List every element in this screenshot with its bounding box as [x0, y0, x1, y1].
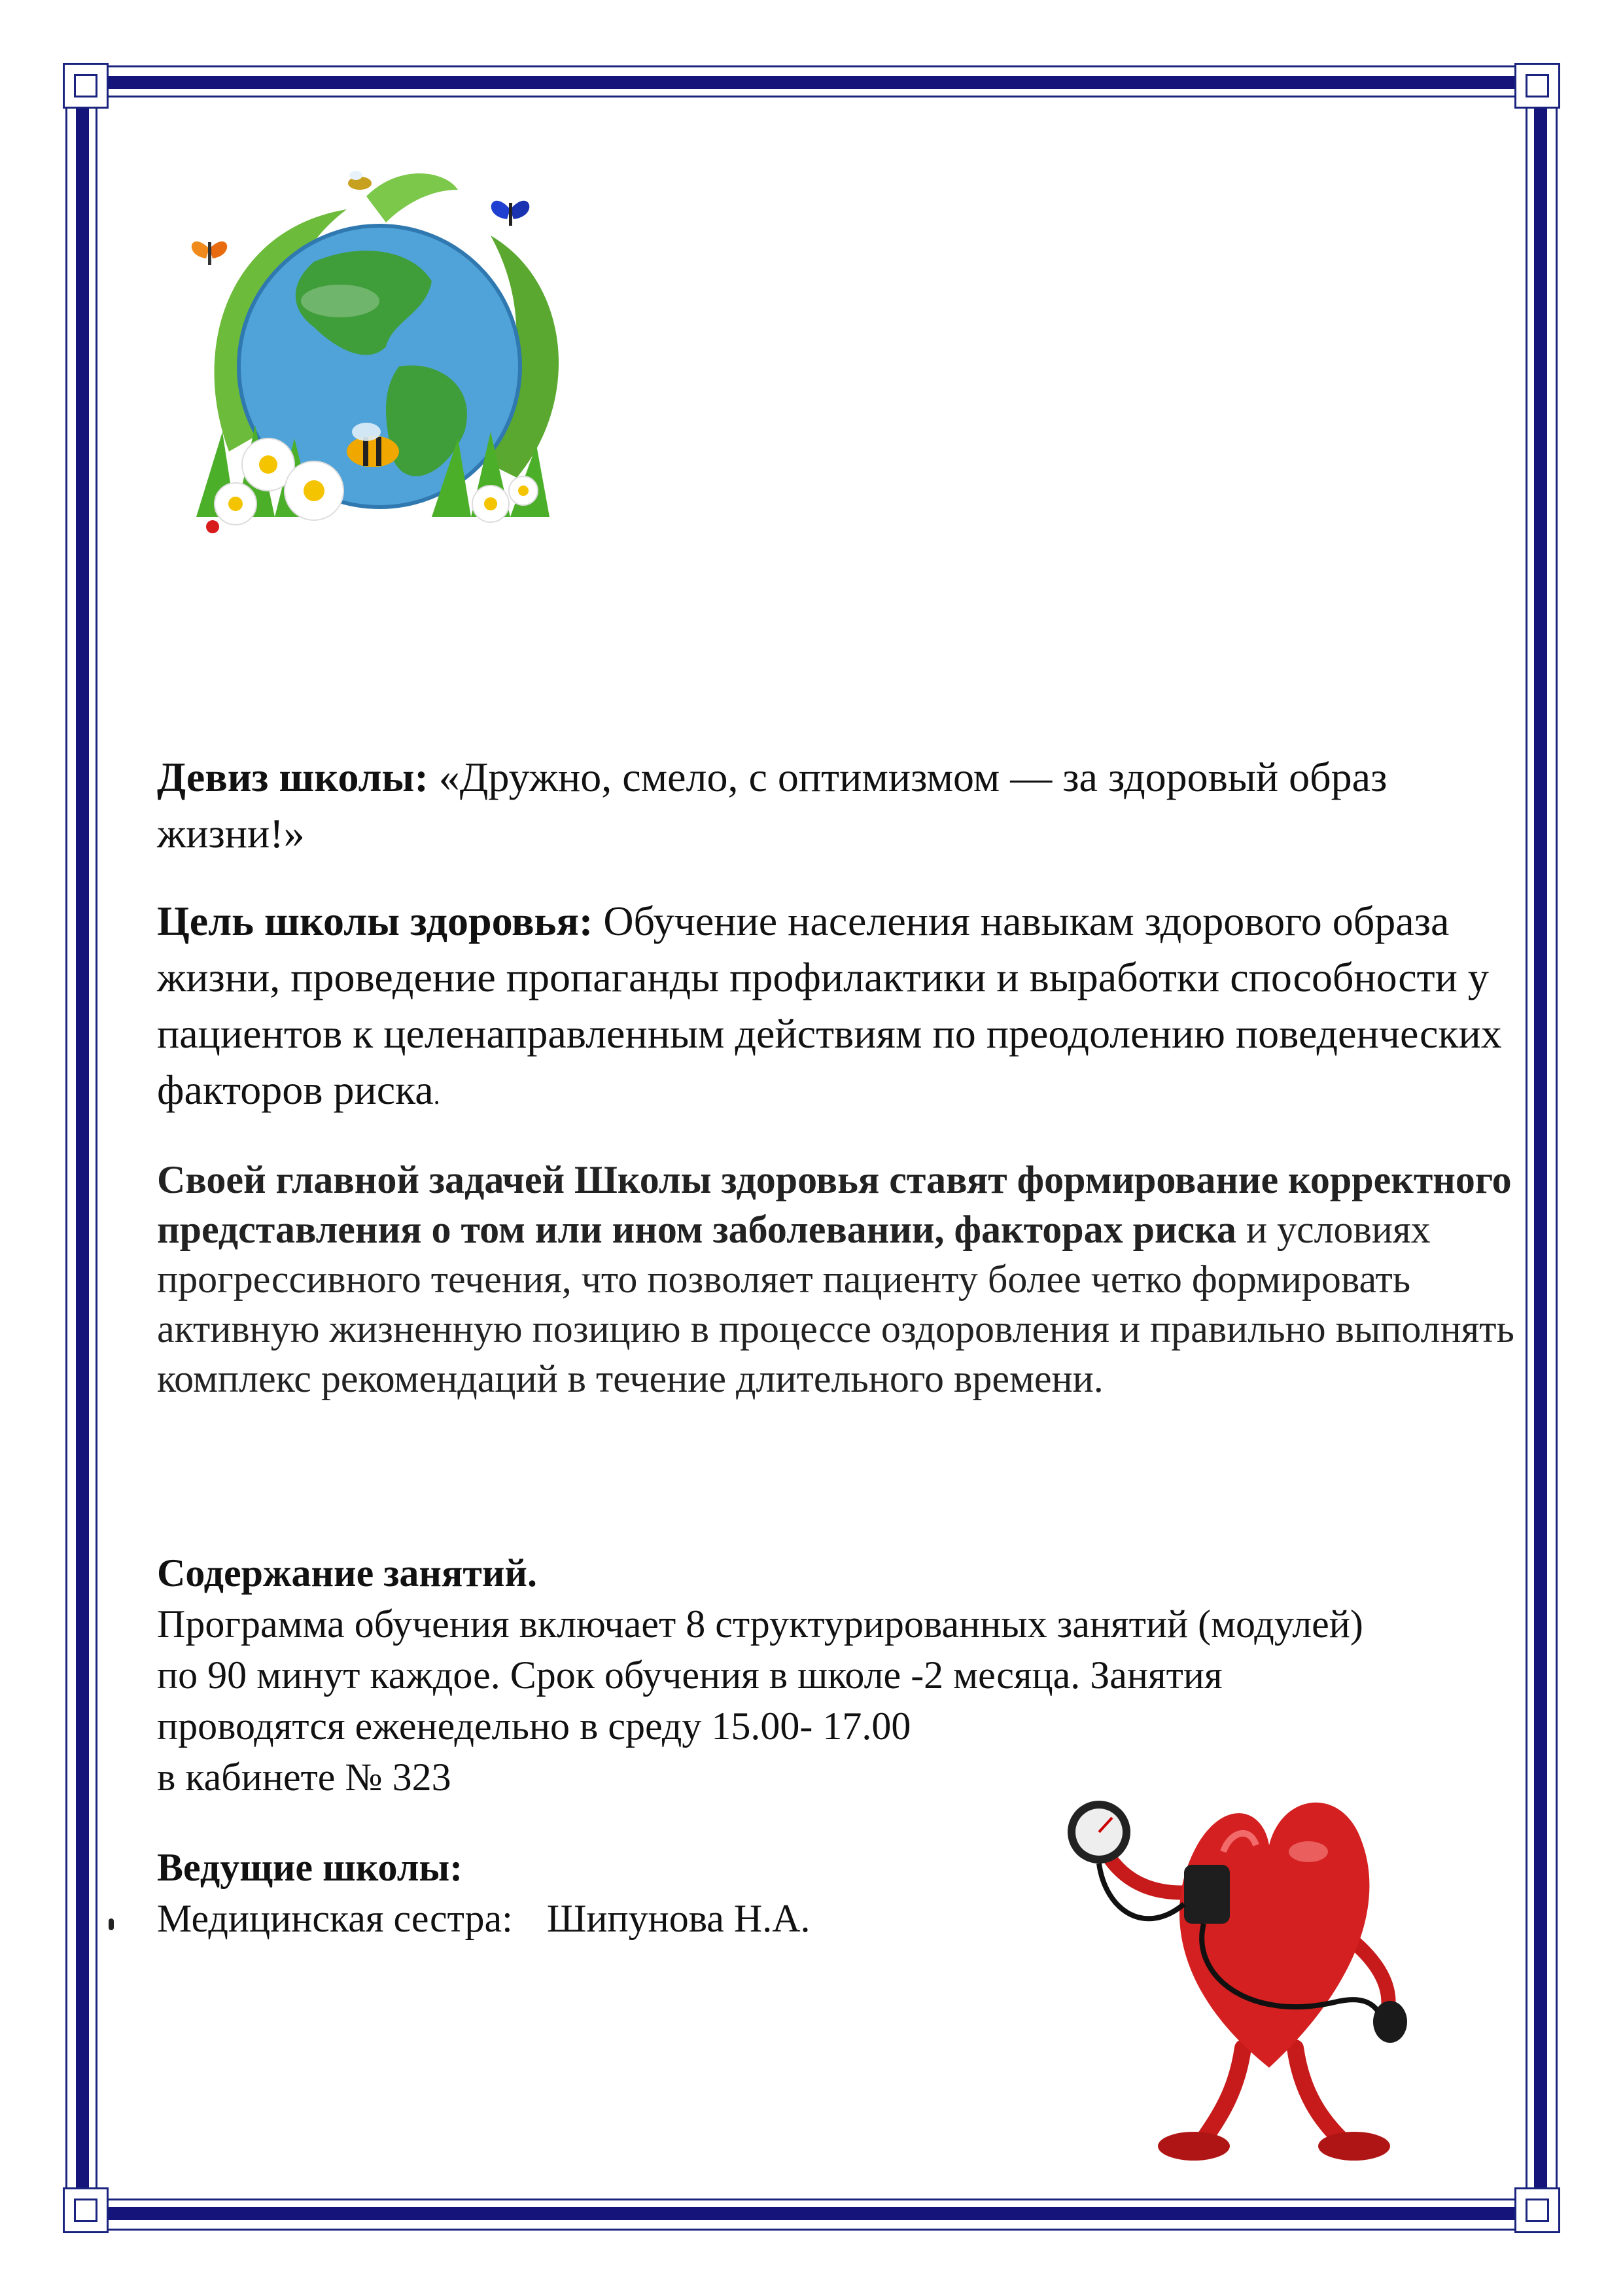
- bullet-icon: [109, 1918, 114, 1930]
- goal-dot: .: [433, 1080, 440, 1110]
- task-bold-text: Своей главной задачей Школы здоровья ставят формирование корректного представления о том или ином заболевании, факторах риска: [157, 1158, 1512, 1251]
- goal-label: Цель школы здоровья:: [157, 898, 593, 944]
- motto-label: Девиз школы:: [157, 754, 428, 800]
- content-line-1: Программа обучения включает 8 структурированных занятий (модулей): [157, 1602, 1363, 1646]
- frame-corner-bottom-right: [1514, 2187, 1560, 2233]
- task-paragraph: [157, 1155, 1518, 1404]
- content-line-4: в кабинете № 323: [157, 1756, 451, 1799]
- frame-corner-bottom-left: [63, 2187, 109, 2233]
- content-heading: Содержание занятий.: [157, 1551, 537, 1595]
- task-text: и условиях прогрессивного течения, что позволяет пациенту более четко формировать активную жизненную позицию в процессе оздоровления и правильно выполнять комплекс рекомендаций в течение длительного времени.: [157, 1208, 1514, 1400]
- frame-corner-top-left: [63, 63, 109, 109]
- leader-role: Медицинская сестра:: [157, 1897, 513, 1940]
- content-line-3: проводятся еженедельно в среду 15.00- 17.00: [157, 1704, 911, 1748]
- frame-corner-top-right: [1514, 63, 1560, 109]
- motto-paragraph: [157, 749, 1518, 862]
- content-line-2: по 90 минут каждое. Срок обучения в школе -2 месяца. Занятия: [157, 1653, 1223, 1697]
- goal-text: Обучение населения навыкам здорового образа жизни, проведение пропаганды профилактики и выработки способности у пациентов к целенаправленным действиям по преодолению поведенческих факторов риска: [157, 898, 1502, 1113]
- leaders-heading: Ведущие школы:: [157, 1846, 463, 1889]
- globe-nature-illustration: [150, 150, 608, 563]
- goal-paragraph: [157, 893, 1518, 1123]
- heart-blood-pressure-illustration: [1053, 1740, 1459, 2172]
- motto-text: «Дружно, смело, с оптимизмом — за здоровый образ жизни!»: [157, 754, 1387, 857]
- leader-name: Шипунова Н.А.: [546, 1897, 811, 1940]
